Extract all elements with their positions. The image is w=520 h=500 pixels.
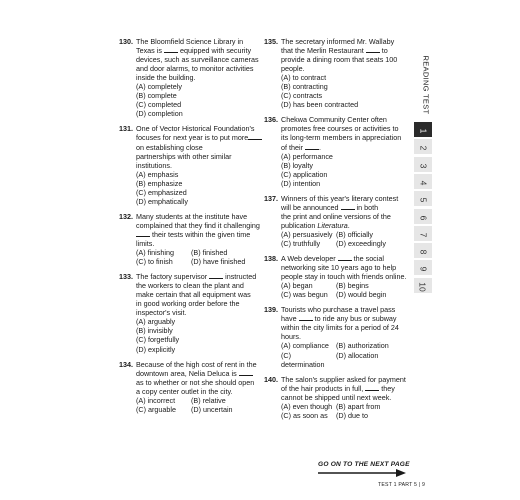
stem-text: instructed [223,272,257,282]
stem-text: inspector's visit. [136,308,187,318]
stem-text: promotes free courses or activities to [281,124,399,134]
part-tab-3[interactable] [414,157,432,172]
part-tab-4[interactable] [414,174,432,189]
answer-option[interactable]: (D) explicitly [136,344,176,354]
part-tab-label: 8 [417,249,428,255]
answer-option[interactable]: (B) emphasize [136,178,183,188]
answer-blank [365,384,379,391]
part-tab-6[interactable] [414,209,432,224]
answer-blank [299,314,313,321]
stem-text: make certain that all equipment was [136,290,251,300]
stem-text: partnerships with other similar [136,151,232,161]
stem-text: Texas is [136,46,164,56]
answer-option[interactable]: (A) arguably [136,317,176,327]
part-tab-label: 10 [418,281,428,292]
question [264,115,414,187]
part-tab-label: 9 [417,267,428,272]
question-number: 130. [119,37,133,46]
answer-option[interactable]: (B) contracting [281,82,328,92]
part-tab-8[interactable] [414,243,432,258]
stem-text: The Bloomfield Science Library in [136,37,244,46]
stem-text: will be announced [281,202,341,212]
answer-option[interactable]: (A) began [281,281,313,291]
question-number: 131. [119,124,133,134]
question-stem [136,37,269,82]
question-stem [136,212,269,248]
stem-text: to ride any bus or subway [312,314,397,324]
question-number: 135. [264,37,278,46]
stem-text: within the city limits for a period of 24 [281,323,399,333]
answer-option[interactable]: (D) completion [136,109,183,119]
question [264,375,414,420]
question [119,37,269,118]
stem-text: devices, such as surveillance cameras [136,55,259,65]
stem-text: Many students at the institute have [136,211,248,221]
stem-text: Winners of this year's literary contest [281,193,399,203]
page-number: TEST 1 PART 5 | 9 [378,482,426,488]
stem-text: . [318,142,321,152]
stem-text: equipped with security [177,46,252,56]
question [119,360,269,414]
stem-text: people stay in touch with friends online. [281,272,407,282]
stem-text: they [379,383,395,393]
stem-text: in both [354,202,379,212]
answer-option[interactable]: (B) relative [191,395,226,405]
stem-text: on establishing close [136,142,203,152]
answer-options [136,396,269,414]
part-tab-9[interactable] [414,260,432,275]
stem-text: that the Merlin Restaurant [281,46,366,56]
answer-option[interactable]: (D) have finished [191,257,246,267]
answer-blank [209,272,223,279]
stem-text: as to whether or not she should open [136,377,255,387]
answer-option[interactable]: (D) emphatically [136,196,188,206]
stem-text: its long-term members in appreciation [281,133,402,143]
answer-option[interactable]: (A) to contract [281,73,327,83]
stem-text: the workers to clean the plant and [136,281,244,291]
answer-option[interactable]: (D) has been contracted [281,100,359,110]
answer-option[interactable]: (A) finishing [136,248,174,258]
answer-option[interactable]: (C) contracts [281,91,323,101]
question [264,37,414,109]
answer-option[interactable]: (C) completed [136,100,182,110]
stem-text: hours. [281,332,301,342]
part-tab-1[interactable] [414,122,432,137]
answer-option[interactable]: (A) even though [281,401,333,411]
answer-option[interactable]: (D) due to [336,410,368,420]
answer-option[interactable]: (C) forgetfully [136,335,180,345]
answer-option[interactable]: (D) allocation [336,350,379,360]
answer-option[interactable]: (B) invisibly [136,326,173,336]
question-stem [136,360,269,396]
answer-blank [136,230,150,237]
stem-text: their tests within the given time [150,229,251,239]
answer-option[interactable]: (C) to finish [136,257,173,267]
answer-option[interactable]: (C) application [281,169,328,179]
part-tab-label: 7 [417,232,428,238]
answer-blank [248,133,262,140]
stem-text: . [347,220,350,230]
stem-text: inside the building. [136,73,196,83]
answer-option[interactable]: (A) incorrect [136,395,176,405]
question-stem [136,272,269,317]
stem-text: provide a dining room that seats 100 [281,55,398,65]
answer-blank [338,254,352,261]
answer-options [281,281,414,299]
part-tab-7[interactable] [414,226,432,241]
answer-option[interactable]: (C) as soon as [281,410,328,420]
question-number: 138. [264,254,278,264]
stem-text: The factory supervisor [136,272,210,282]
stem-text: cannot be shipped until next week. [281,392,392,402]
question [264,254,414,299]
stem-text: Chekwa Community Center often [281,115,387,125]
stem-text: a copy center outlet in the city. [136,386,233,396]
answer-blank [164,46,178,53]
answer-option[interactable]: (A) emphasis [136,169,179,179]
answer-option[interactable]: (B) complete [136,91,177,101]
answer-option[interactable]: (B) officially [336,229,374,239]
stem-text: to [379,46,388,56]
answer-option[interactable]: (B) loyalty [281,160,313,170]
next-page-label: GO ON TO THE NEXT PAGE [318,461,410,468]
question-number: 132. [119,211,133,221]
section-label: READING TEST [421,55,431,115]
answer-option[interactable]: (B) apart from [336,401,381,411]
part-tab-label: 4 [417,180,428,186]
answer-blank [239,369,253,376]
question-number: 139. [264,305,278,315]
answer-blank [366,46,380,53]
stem-text: Because of the high cost of rent in the [136,359,257,369]
part-tab-label: 5 [417,197,428,203]
question-number: 140. [264,374,278,384]
answer-option[interactable]: (A) performance [281,151,333,161]
part-tab-10[interactable] [414,278,432,293]
stem-text: The secretary informed Mr. Wallaby [281,37,395,46]
question-number: 137. [264,193,278,203]
stem-text: of their [281,142,305,152]
question-stem [281,37,414,73]
answer-option[interactable]: (D) exceedingly [336,238,386,248]
question-stem [281,254,414,281]
part-tab-label: 3 [417,163,428,168]
stem-text: institutions. [136,160,172,170]
part-tab-label: 1 [417,128,428,134]
part-tab-5[interactable] [414,191,432,206]
stem-text: have [281,314,299,324]
italic-title: Literatura [317,220,348,230]
answer-options [281,230,414,248]
question [119,124,269,205]
answer-options [281,341,414,368]
question [264,305,414,368]
answer-options [281,402,414,420]
part-tab-label: 6 [417,215,428,220]
part-tab-label: 2 [417,145,428,151]
stem-text: in good working order before the [136,299,240,309]
stem-text: The salon's supplier asked for payment [281,374,406,384]
answer-option[interactable]: (C) truthfully [281,238,321,248]
question-stem [281,375,414,402]
stem-text: focuses for next year is to put more [136,133,249,143]
stem-text: downtown area, Nelia Deluca is [136,368,239,378]
answer-option[interactable]: (B) finished [191,248,228,258]
stem-text: publication [281,220,318,230]
question-number: 133. [119,272,133,282]
answer-option[interactable]: (C) was begun [281,290,328,300]
answer-option[interactable]: (C) arguable [136,404,176,414]
questions-left-column [119,37,269,420]
question [264,194,414,248]
part-tab-2[interactable] [414,139,432,154]
question [119,212,269,266]
question-stem [281,194,414,230]
answer-option[interactable]: (A) completely [136,82,182,92]
right-arrow-icon [318,469,408,477]
stem-text: of the hair products in full, [281,383,366,393]
answer-option[interactable]: (B) authorization [336,341,389,351]
question-stem [281,305,414,341]
answer-option[interactable]: (A) persuasively [281,229,333,239]
question-stem [136,124,269,169]
answer-option[interactable]: (C) determination [281,350,325,369]
answer-option[interactable]: (C) emphasized [136,187,187,197]
stem-text: and door alarms, to monitor activities [136,64,254,74]
question-stem [281,115,414,151]
questions-right-column [264,37,414,426]
stem-text: One of Vector Historical Foundation's [136,124,255,134]
answer-option[interactable]: (B) begins [336,281,369,291]
stem-text: people. [281,64,305,74]
question [119,272,269,353]
answer-option[interactable]: (D) uncertain [191,404,233,414]
answer-blank [305,143,319,150]
stem-text: the social [351,254,384,264]
stem-text: the print and online versions of the [281,211,391,221]
answer-option[interactable]: (D) intention [281,178,321,188]
stem-text: limits. [136,238,155,248]
answer-options [136,248,269,266]
question-number: 136. [264,115,278,125]
answer-option[interactable]: (D) would begin [336,290,387,300]
stem-text: complained that they find it challenging [136,220,260,230]
stem-text: A Web developer [281,254,338,264]
stem-text: Tourists who purchase a travel pass [281,305,396,315]
answer-blank [341,203,355,210]
question-number: 134. [119,359,133,369]
answer-option[interactable]: (A) compliance [281,341,329,351]
stem-text: networking site 10 years ago to help [281,263,397,273]
